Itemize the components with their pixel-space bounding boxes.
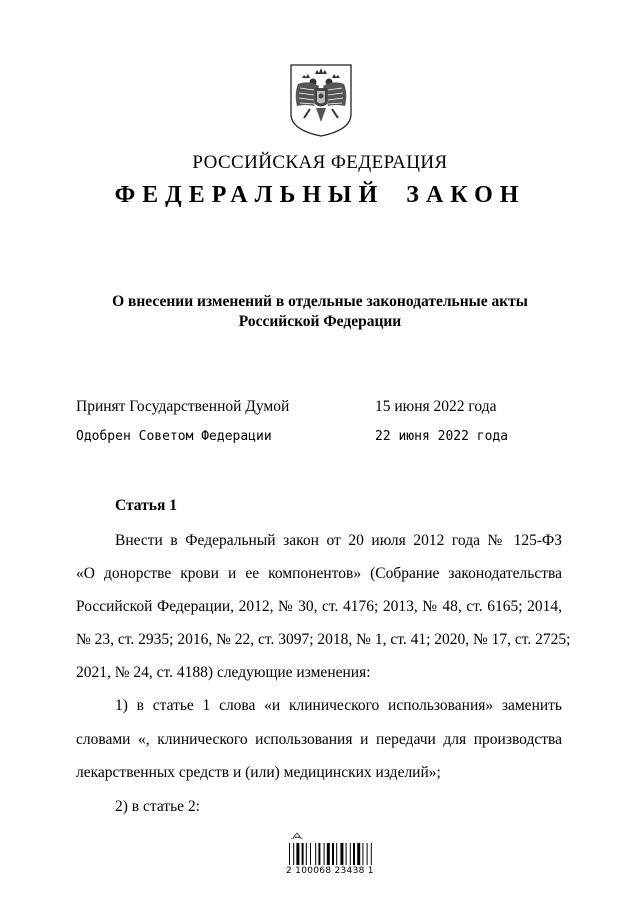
law-title <box>0 292 640 332</box>
paragraph-line: 2021, № 24, ст. 4188) следующие изменения: <box>76 664 371 681</box>
paragraph-line: Российской Федерации, 2012, № 30, ст. 4176; 2013, № 48, ст. 6165; 2014, <box>76 598 562 615</box>
paragraph-line: Внести в Федеральный закон от 20 июля 2012 года № 125-ФЗ <box>115 532 562 549</box>
paragraph-line: 1) в статье 1 слова «и клинического использования» заменить <box>115 697 562 714</box>
document-type <box>0 182 640 209</box>
coat-of-arms-icon <box>288 62 354 138</box>
paragraph-line: лекарственных средств и (или) медицинских изделий»; <box>76 764 441 781</box>
paragraph-line: «О донорстве крови и ее компонентов» (Собрание законодательства <box>76 565 562 582</box>
paragraph-line: 2) в статье 2: <box>115 798 200 815</box>
paragraph-line: № 23, ст. 2935; 2016, № 22, ст. 3097; 2018, № 1, ст. 41; 2020, № 17, ст. 2725; <box>76 631 571 648</box>
article-heading: Статья 1 <box>115 497 177 514</box>
document-type-word-1: ФЕДЕРАЛЬНЫЙ <box>114 182 385 208</box>
law-title-line-2: Российской Федерации <box>238 313 402 330</box>
law-title-line-1: О внесении изменений в отдельные законодательные акты <box>112 293 528 310</box>
duma-adoption-label: Принят Государственной Думой <box>76 398 290 415</box>
registration-mark-icon <box>291 833 303 839</box>
council-approval-label: Одобрен Советом Федерации <box>76 429 272 444</box>
country-name: РОССИЙСКАЯ ФЕДЕРАЦИЯ <box>192 152 448 173</box>
paragraph-line: словами «, клинического использования и передачи для производства <box>76 731 562 748</box>
barcode-number: 2 100068 23438 1 <box>286 866 374 876</box>
council-approval-date: 22 июня 2022 года <box>375 429 509 444</box>
document-type-word-2: ЗАКОН <box>406 182 526 208</box>
duma-adoption-date: 15 июня 2022 года <box>375 398 497 415</box>
